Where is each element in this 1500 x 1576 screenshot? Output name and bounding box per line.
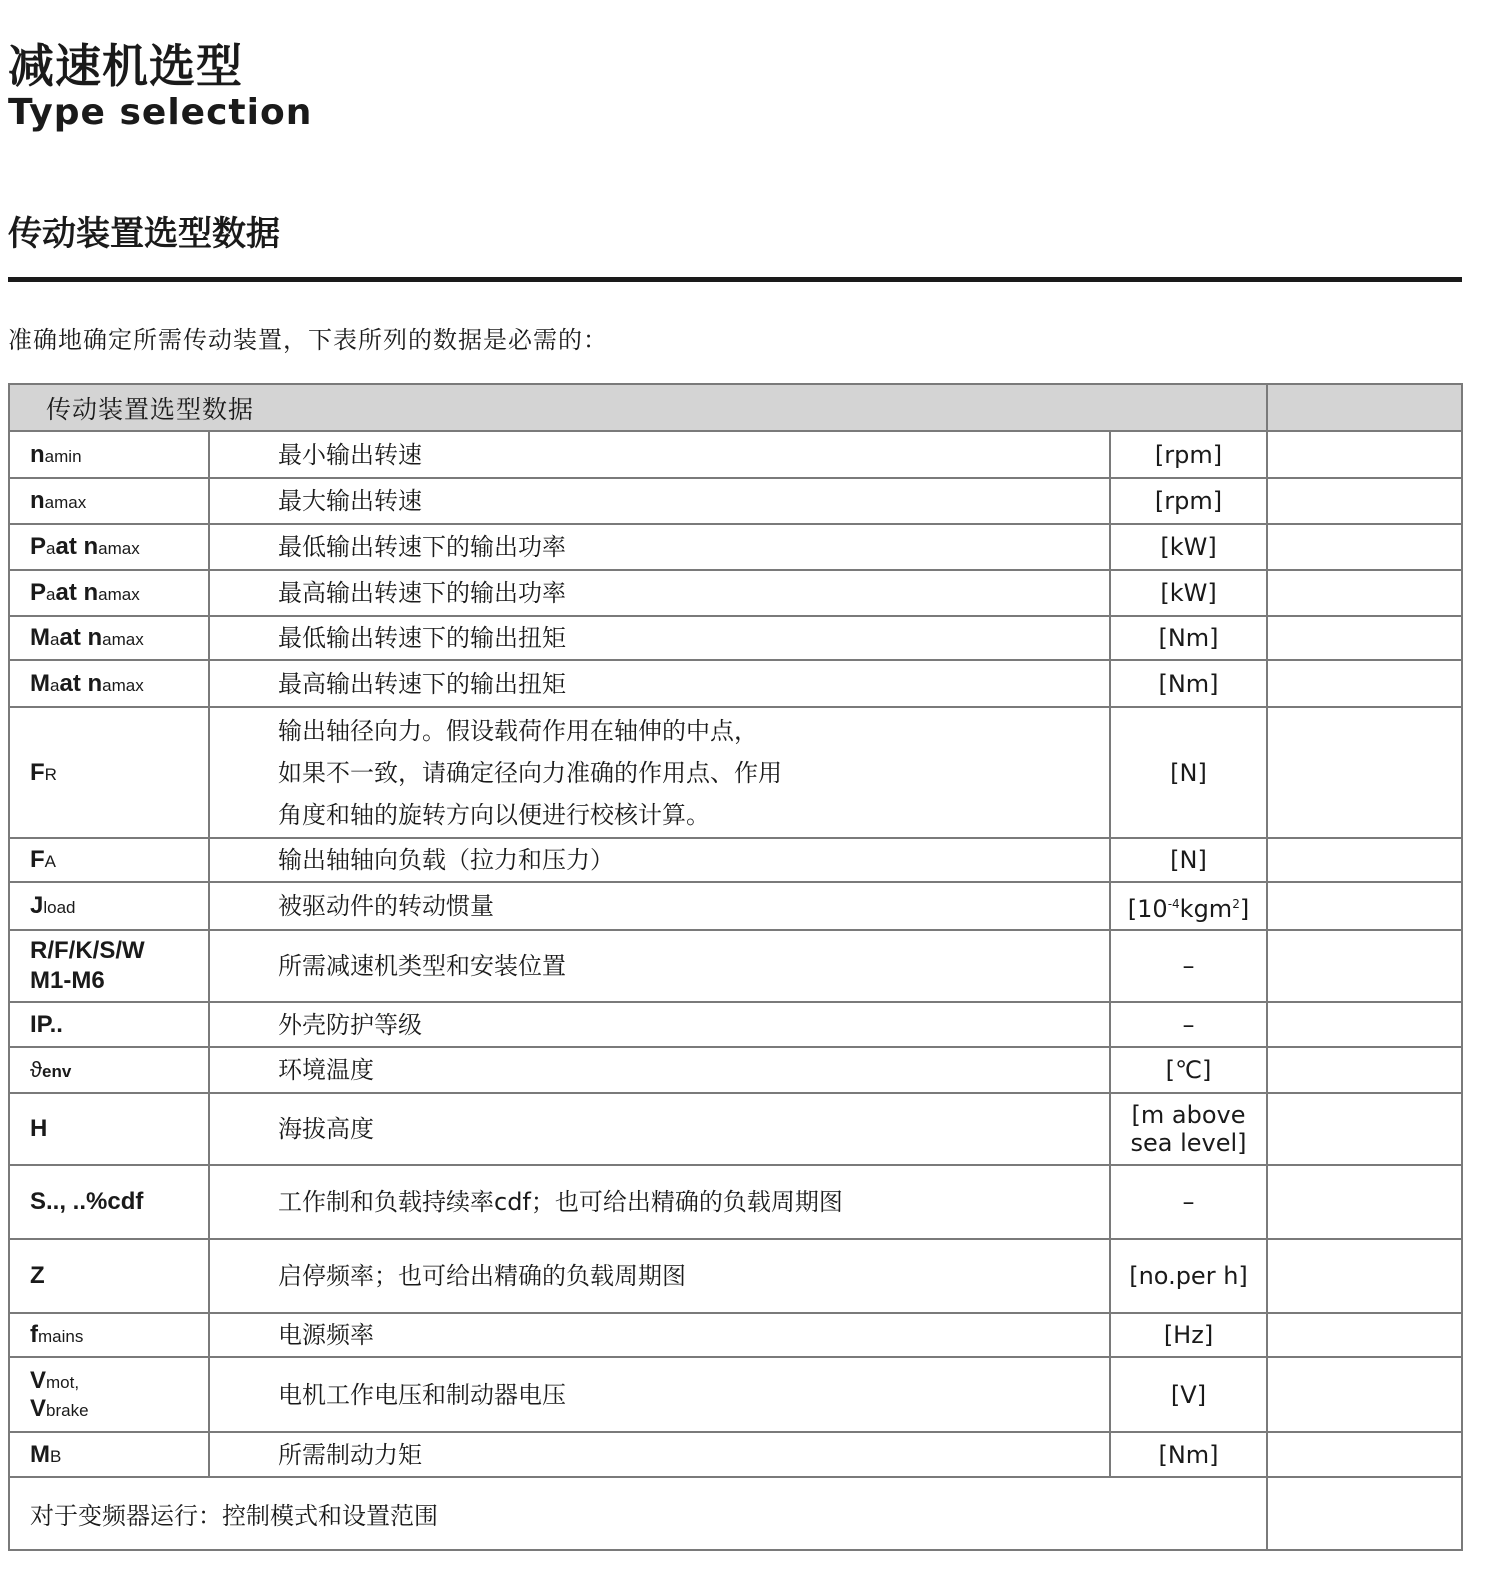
table-row bbox=[9, 1357, 1462, 1432]
description-cell: 最低输出转速下的输出扭矩 bbox=[209, 616, 1110, 660]
table-row bbox=[9, 1002, 1462, 1047]
description-cell: 电机工作电压和制动器电压 bbox=[209, 1357, 1110, 1432]
description-cell: 所需减速机类型和安装位置 bbox=[209, 930, 1110, 1002]
description-cell: 外壳防护等级 bbox=[209, 1002, 1110, 1047]
value-input-cell[interactable] bbox=[1267, 431, 1462, 478]
selection-data-table bbox=[8, 383, 1463, 1551]
description-cell: 最大输出转速 bbox=[209, 478, 1110, 524]
section-title: 传动装置选型数据 bbox=[8, 214, 280, 254]
inverter-operation-note: 对于变频器运行：控制模式和设置范围 bbox=[9, 1477, 1267, 1550]
table-row bbox=[9, 1093, 1462, 1165]
value-input-cell[interactable] bbox=[1267, 1047, 1462, 1093]
unit-cell: [kW] bbox=[1110, 524, 1267, 570]
symbol-cell: H bbox=[9, 1093, 209, 1165]
table-row bbox=[9, 616, 1462, 660]
unit-cell: [N] bbox=[1110, 838, 1267, 882]
symbol-cell: Paat namax bbox=[9, 524, 209, 570]
section-divider bbox=[8, 277, 1462, 282]
description-cell: 海拔高度 bbox=[209, 1093, 1110, 1165]
table-row bbox=[9, 570, 1462, 616]
table-row bbox=[9, 838, 1462, 882]
symbol-cell: fmains bbox=[9, 1313, 209, 1357]
description-cell bbox=[209, 707, 1110, 838]
value-input-cell[interactable] bbox=[1267, 1357, 1462, 1432]
unit-cell: – bbox=[1110, 1165, 1267, 1239]
value-input-cell[interactable] bbox=[1267, 660, 1462, 707]
symbol-cell: MB bbox=[9, 1432, 209, 1477]
description-cell: 所需制动力矩 bbox=[209, 1432, 1110, 1477]
symbol-cell: R/F/K/S/W M1-M6 bbox=[9, 930, 209, 1002]
unit-cell: [Nm] bbox=[1110, 660, 1267, 707]
page-title: 减速机选型 bbox=[8, 39, 243, 93]
description-line: 角度和轴的旋转方向以便进行校核计算。 bbox=[278, 800, 710, 829]
table-row bbox=[9, 478, 1462, 524]
table-row bbox=[9, 1432, 1462, 1477]
description-cell: 输出轴轴向负载（拉力和压力） bbox=[209, 838, 1110, 882]
value-input-cell[interactable] bbox=[1267, 1002, 1462, 1047]
description-cell: 电源频率 bbox=[209, 1313, 1110, 1357]
description-line: 如果不一致，请确定径向力准确的作用点、作用 bbox=[278, 758, 782, 787]
description-cell: 环境温度 bbox=[209, 1047, 1110, 1093]
value-input-cell[interactable] bbox=[1267, 707, 1462, 838]
description-cell: 被驱动件的转动惯量 bbox=[209, 882, 1110, 930]
value-input-cell[interactable] bbox=[1267, 1239, 1462, 1313]
unit-cell: [V] bbox=[1110, 1357, 1267, 1432]
unit-cell: [rpm] bbox=[1110, 478, 1267, 524]
table-row bbox=[9, 930, 1462, 1002]
value-input-cell[interactable] bbox=[1267, 616, 1462, 660]
value-input-cell[interactable] bbox=[1267, 524, 1462, 570]
unit-cell: – bbox=[1110, 930, 1267, 1002]
table-header-title: 传动装置选型数据 bbox=[9, 384, 1267, 431]
value-input-cell[interactable] bbox=[1267, 930, 1462, 1002]
symbol-cell: ϑenv bbox=[9, 1047, 209, 1093]
symbol-cell: FA bbox=[9, 838, 209, 882]
value-input-cell[interactable] bbox=[1267, 1313, 1462, 1357]
unit-cell: – bbox=[1110, 1002, 1267, 1047]
description-cell: 最高输出转速下的输出功率 bbox=[209, 570, 1110, 616]
table-row bbox=[9, 660, 1462, 707]
unit-cell: $[10^{-4}kgm^2]$ bbox=[1110, 882, 1267, 930]
value-input-cell[interactable] bbox=[1267, 478, 1462, 524]
description-line: 输出轴径向力。假设载荷作用在轴伸的中点， bbox=[278, 716, 758, 745]
value-input-cell[interactable] bbox=[1267, 1432, 1462, 1477]
table-footer-row bbox=[9, 1477, 1462, 1550]
intro-text: 准确地确定所需传动装置，下表所列的数据是必需的： bbox=[8, 326, 608, 354]
value-input-cell[interactable] bbox=[1267, 882, 1462, 930]
value-input-cell[interactable] bbox=[1267, 570, 1462, 616]
description-cell: 最低输出转速下的输出功率 bbox=[209, 524, 1110, 570]
table-row bbox=[9, 524, 1462, 570]
page-subtitle: Type selection bbox=[8, 92, 313, 133]
table-row bbox=[9, 707, 1462, 838]
value-input-cell[interactable] bbox=[1267, 1093, 1462, 1165]
symbol-cell: FR bbox=[9, 707, 209, 838]
symbol-cell: namin bbox=[9, 431, 209, 478]
symbol-cell: S.., ..%cdf bbox=[9, 1165, 209, 1239]
unit-cell: [m above sea level] bbox=[1110, 1093, 1267, 1165]
symbol-cell: Paat namax bbox=[9, 570, 209, 616]
unit-cell: [no.per h] bbox=[1110, 1239, 1267, 1313]
description-cell: 最小输出转速 bbox=[209, 431, 1110, 478]
symbol-cell: Maat namax bbox=[9, 616, 209, 660]
table-row bbox=[9, 1165, 1462, 1239]
value-input-cell[interactable] bbox=[1267, 838, 1462, 882]
table-row bbox=[9, 1239, 1462, 1313]
symbol-cell: namax bbox=[9, 478, 209, 524]
table-row bbox=[9, 1313, 1462, 1357]
value-column-header bbox=[1267, 384, 1462, 431]
unit-cell: [kW] bbox=[1110, 570, 1267, 616]
value-input-cell[interactable] bbox=[1267, 1477, 1462, 1550]
unit-cell: [rpm] bbox=[1110, 431, 1267, 478]
description-cell: 启停频率；也可给出精确的负载周期图 bbox=[209, 1239, 1110, 1313]
unit-cell: [Nm] bbox=[1110, 616, 1267, 660]
symbol-cell: Jload bbox=[9, 882, 209, 930]
description-cell: 最高输出转速下的输出扭矩 bbox=[209, 660, 1110, 707]
description-cell: 工作制和负载持续率cdf；也可给出精确的负载周期图 bbox=[209, 1165, 1110, 1239]
table-row bbox=[9, 431, 1462, 478]
unit-cell: [N] bbox=[1110, 707, 1267, 838]
symbol-cell: Maat namax bbox=[9, 660, 209, 707]
unit-cell: [Hz] bbox=[1110, 1313, 1267, 1357]
symbol-cell: Vmot, Vbrake bbox=[9, 1357, 209, 1432]
symbol-cell: Z bbox=[9, 1239, 209, 1313]
unit-cell: [℃] bbox=[1110, 1047, 1267, 1093]
value-input-cell[interactable] bbox=[1267, 1165, 1462, 1239]
unit-cell: [Nm] bbox=[1110, 1432, 1267, 1477]
table-header-row bbox=[9, 384, 1462, 431]
table-row bbox=[9, 1047, 1462, 1093]
table-row bbox=[9, 882, 1462, 930]
symbol-cell: IP.. bbox=[9, 1002, 209, 1047]
